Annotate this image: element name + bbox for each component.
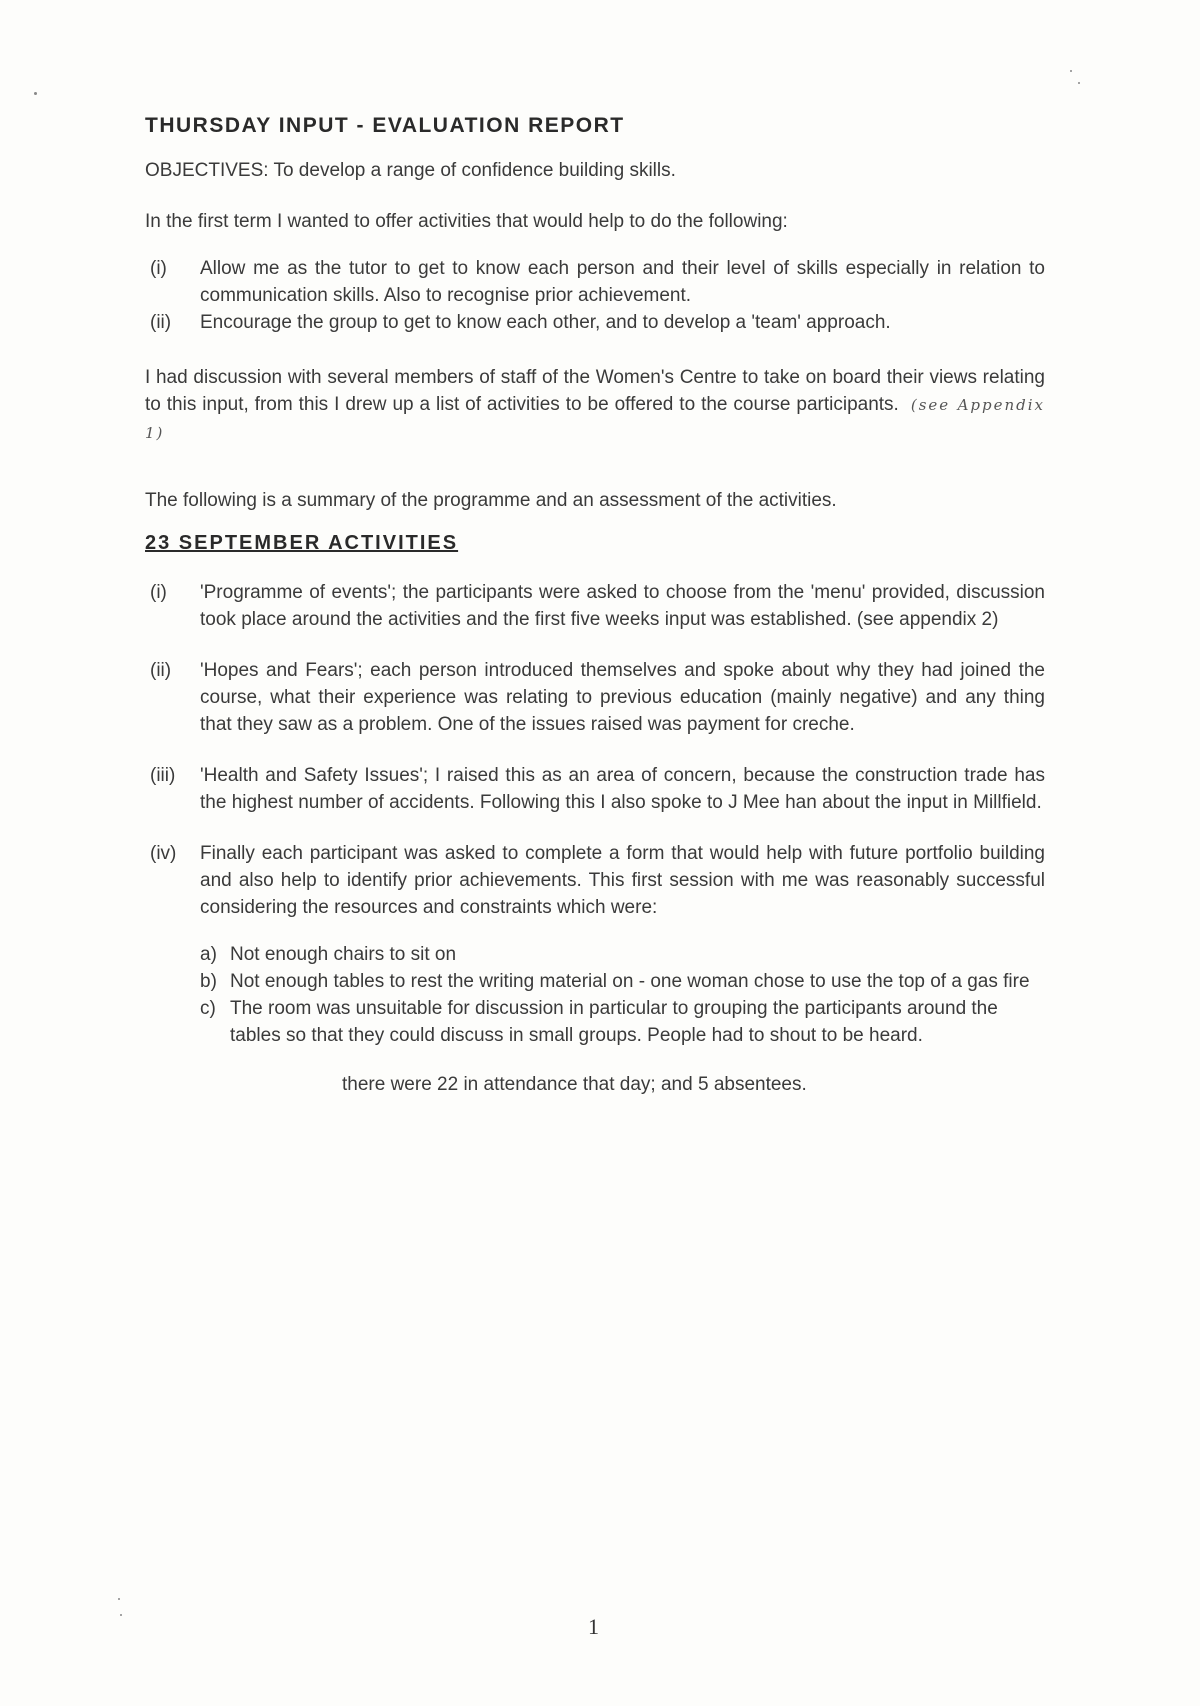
scan-speck bbox=[1070, 70, 1072, 72]
objectives-statement: OBJECTIVES: To develop a range of confidence building skills. bbox=[145, 160, 676, 181]
activities-list bbox=[145, 579, 1045, 921]
constraint-item bbox=[200, 995, 1045, 1049]
activity-item bbox=[145, 657, 1045, 738]
constraint-text: The room was unsuitable for discussion in particular to grouping the participants around the tables so that they could discuss in small groups. People had to shout to be heard. bbox=[230, 998, 998, 1046]
activity-number: (iv) bbox=[150, 843, 177, 864]
constraint-label: a) bbox=[200, 944, 217, 965]
constraints-list bbox=[200, 941, 1045, 1049]
discussion-paragraph bbox=[145, 364, 1045, 447]
activity-text: 'Programme of events'; the participants were asked to choose from the 'menu' provided, discussion took place around the activities and the first five weeks input was established. (see appendix 2) bbox=[200, 582, 1045, 630]
scan-speck bbox=[118, 1598, 120, 1600]
constraint-text: Not enough chairs to sit on bbox=[230, 944, 457, 965]
constraint-item bbox=[200, 968, 1045, 995]
section-heading: 23 SEPTEMBER ACTIVITIES bbox=[145, 532, 459, 554]
scan-speck bbox=[34, 92, 37, 95]
document-page bbox=[145, 112, 1045, 1098]
page-number: 1 bbox=[588, 1614, 599, 1639]
activity-number: (ii) bbox=[150, 660, 172, 681]
aims-list bbox=[145, 255, 1045, 336]
aim-text: Encourage the group to get to know each other, and to develop a 'team' approach. bbox=[200, 312, 891, 333]
scan-speck bbox=[120, 1614, 122, 1616]
attendance-note: there were 22 in attendance that day; and 5 absentees. bbox=[342, 1074, 807, 1095]
aim-item bbox=[145, 255, 1045, 309]
discussion-text: I had discussion with several members of staff of the Women's Centre to take on board their views relating to this input, from this I drew up a list of activities to be offered to the course participants. bbox=[145, 367, 1045, 415]
aim-number: (ii) bbox=[150, 312, 172, 333]
activity-item bbox=[145, 762, 1045, 816]
activity-item bbox=[145, 840, 1045, 921]
constraint-label: c) bbox=[200, 998, 216, 1019]
activity-text: 'Hopes and Fears'; each person introduced themselves and spoke about why they had joined the course, what their experience was relating to previous education (mainly negative) and any thing that they saw as a problem. One of the issues raised was payment for creche. bbox=[200, 660, 1045, 735]
activity-item bbox=[145, 579, 1045, 633]
scan-speck bbox=[1078, 82, 1080, 84]
intro-paragraph: In the first term I wanted to offer activities that would help to do the following: bbox=[145, 211, 788, 232]
constraint-label: b) bbox=[200, 971, 217, 992]
activity-number: (i) bbox=[150, 582, 167, 603]
activity-number: (iii) bbox=[150, 765, 176, 786]
document-title: THURSDAY INPUT - EVALUATION REPORT bbox=[145, 114, 625, 137]
handwritten-note: (see Appendix 1) bbox=[145, 396, 1046, 442]
aim-item bbox=[145, 309, 1045, 336]
aim-text: Allow me as the tutor to get to know each person and their level of skills especially in relation to communication skills. Also to recognise prior achievement. bbox=[200, 258, 1045, 306]
activity-text: Finally each participant was asked to complete a form that would help with future portfolio building and also help to identify prior achievements. This first session with me was reasonably successful considering the resources and constraints which were: bbox=[200, 843, 1045, 918]
aim-number: (i) bbox=[150, 258, 167, 279]
constraint-item bbox=[200, 941, 1045, 968]
constraint-text: Not enough tables to rest the writing material on - one woman chose to use the top of a gas fire bbox=[230, 971, 1030, 992]
summary-paragraph: The following is a summary of the programme and an assessment of the activities. bbox=[145, 490, 837, 511]
activity-text: 'Health and Safety Issues'; I raised this as an area of concern, because the construction trade has the highest number of accidents. Following this I also spoke to J Mee han about the input in Millfield. bbox=[200, 765, 1045, 813]
